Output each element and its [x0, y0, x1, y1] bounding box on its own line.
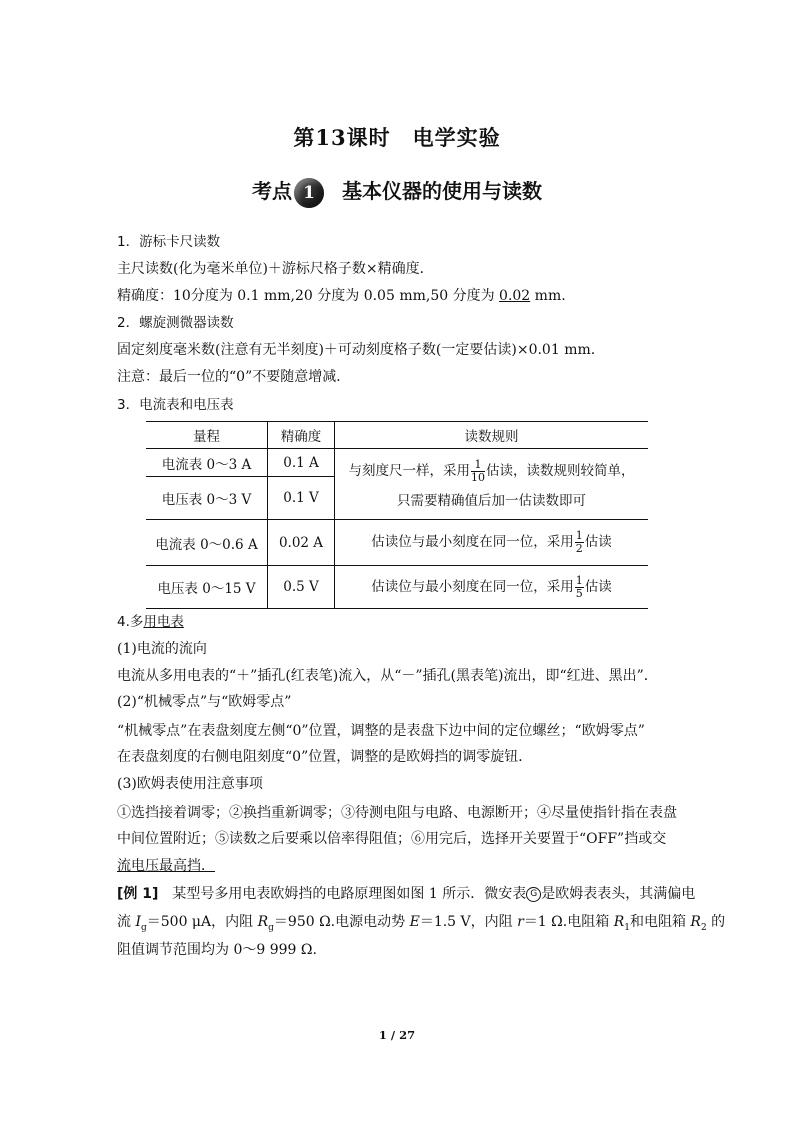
example-text: 是欧姆表表头，其满偏电 [541, 886, 696, 902]
rule3-text-a: 估读位与最小刻度在同一位，采用 [371, 578, 574, 595]
ohmmeter-notes-line3 [117, 856, 687, 876]
table-cell-precision: 0.5 V [268, 566, 335, 609]
heading-vernier: 1．游标卡尺读数 [117, 234, 221, 250]
heading-multimeter [117, 612, 687, 632]
heading-multimeter-a: 4.多 [117, 614, 144, 630]
symbol-r: R [613, 914, 625, 930]
symbol-sub: 1 [624, 922, 630, 933]
example-text: ＝1 Ω.电阻箱 [523, 914, 614, 930]
vernier-precision-text: 精确度：10分度为 0.1 mm,20 分度为 0.05 mm,50 分度为 [117, 288, 500, 304]
table-row [146, 520, 648, 566]
symbol-sub: 2 [700, 922, 707, 933]
subheading-current-flow: (1)电流的流向 [117, 641, 207, 657]
table-cell-range: 电流表 0～3 A [146, 449, 268, 477]
rule1-line2: 只需要精确值后加一估读数即可 [397, 493, 586, 509]
current-flow-text: 电流从多用电表的“＋”插孔(红表笔)流入，从“－”插孔(黑表笔)流出，即“红进、黑出”． [117, 668, 658, 684]
example-text: 和电阻箱 [629, 914, 691, 930]
table-cell-rule [335, 449, 649, 520]
symbol-r: R [690, 914, 701, 930]
table-cell-range: 电流表 0～0.6 A [146, 520, 268, 566]
example-text: ＝950 Ω.电源电动势 [273, 914, 410, 930]
ohmmeter-notes-line2: 中间位置附近；⑤读数之后要乘以倍率得阻值；⑥用完后，选择开关要置于“OFF”挡或交 [117, 831, 667, 847]
zero-points-line1: “机械零点”在表盘刻度左侧“0”位置，调整的是表盘下边中间的定位螺丝；“欧姆零点” [117, 723, 645, 739]
fraction [471, 459, 485, 484]
symbol-i: I [135, 914, 141, 930]
example-label: [例 1] [117, 886, 159, 902]
rule1-text-b: 估读，读数规则较简单， [486, 463, 635, 479]
example-line3: 阻值调节范围均为 0～9 999 Ω. [117, 942, 317, 958]
table-cell-precision: 0.1 A [268, 449, 335, 477]
page-title: 第13课时 电学实验 [293, 125, 501, 150]
meter-table [146, 421, 648, 609]
micrometer-formula: 固定刻度毫米数(注意有无半刻度)＋可动刻度格子数(一定要估读)×0.01 mm. [117, 342, 596, 358]
example-text: 的 [706, 914, 726, 930]
example-text: ＝1.5 V，内阻 [419, 914, 518, 930]
rule1-text-a: 与刻度尺一样，采用 [348, 463, 470, 479]
galvanometer-icon: G [526, 887, 541, 902]
table-header-row [146, 422, 648, 449]
zero-points-line2: 在表盘刻度的右侧电阻刻度“0”位置，调整的是欧姆挡的调零旋钮． [117, 749, 533, 765]
table-header-rule: 读数规则 [335, 422, 649, 449]
section-number-badge: 1 [294, 178, 324, 208]
fraction-denominator: 2 [575, 542, 583, 555]
example-text: ＝500 μA，内阻 [146, 914, 258, 930]
page-number: 1 / 27 [378, 1028, 416, 1042]
symbol-e: E [409, 914, 420, 930]
heading-meters: 3．电流表和电压表 [117, 397, 234, 413]
section-heading [0, 175, 794, 208]
rule2-text-a: 估读位与最小刻度在同一位，采用 [371, 534, 574, 550]
section-prefix: 考点 [252, 179, 292, 203]
table-cell-precision: 0.02 A [268, 520, 335, 566]
subheading-zero-points: (2)“机械零点”与“欧姆零点” [117, 694, 292, 710]
vernier-precision-unit: mm. [530, 288, 566, 304]
fraction-denominator: 5 [575, 586, 583, 600]
heading-multimeter-b: 用电表 [143, 614, 184, 630]
table-cell-rule [335, 520, 649, 566]
fraction-numerator: 1 [471, 459, 485, 472]
fraction-numerator: 1 [575, 573, 583, 587]
table-header-precision: 精确度 [268, 422, 335, 449]
example-text: 某型号多用电表欧姆挡的电路原理图如图 1 所示．微安表 [158, 886, 527, 902]
symbol-r: R [257, 914, 269, 930]
fraction [575, 575, 584, 600]
table-cell-precision: 0.1 V [268, 477, 335, 520]
table-cell-range: 电压表 0～15 V [146, 566, 268, 609]
example-text: 流 [117, 914, 136, 930]
example-line2 [117, 912, 726, 938]
micrometer-note: 注意：最后一位的“0”不要随意增减． [117, 369, 351, 385]
vernier-formula: 主尺读数(化为毫米单位)＋游标尺格子数×精确度． [117, 261, 434, 277]
fraction-denominator: 10 [471, 471, 485, 484]
table-cell-rule [335, 566, 649, 609]
ohmmeter-notes-line3-text: 流电压最高挡． [117, 858, 215, 874]
table-header-range: 量程 [146, 422, 268, 449]
rule2-text-b: 估读 [584, 534, 612, 550]
fraction [575, 530, 584, 555]
fraction-numerator: 1 [575, 529, 583, 542]
heading-micrometer: 2．螺旋测微器读数 [117, 315, 234, 331]
symbol-sub: g [140, 922, 147, 933]
symbol-sub: g [268, 922, 274, 933]
example-line1 [117, 884, 696, 904]
rule1-line1 [335, 459, 648, 484]
table-row [146, 449, 648, 477]
vernier-precision [117, 286, 687, 306]
table-cell-range: 电压表 0～3 V [146, 477, 268, 520]
ohmmeter-notes-line1: ①选挡接着调零；②换挡重新调零；③待测电阻与电路、电源断开；④尽量使指针指在表盘 [117, 805, 677, 821]
symbol-r: r [517, 914, 524, 930]
rule3-text-b: 估读 [584, 578, 612, 595]
subheading-ohmmeter-notes: (3)欧姆表使用注意事项 [117, 776, 263, 792]
section-name: 基本仪器的使用与读数 [342, 179, 542, 203]
table-row [146, 566, 648, 609]
vernier-precision-value: 0.02 [499, 288, 531, 304]
